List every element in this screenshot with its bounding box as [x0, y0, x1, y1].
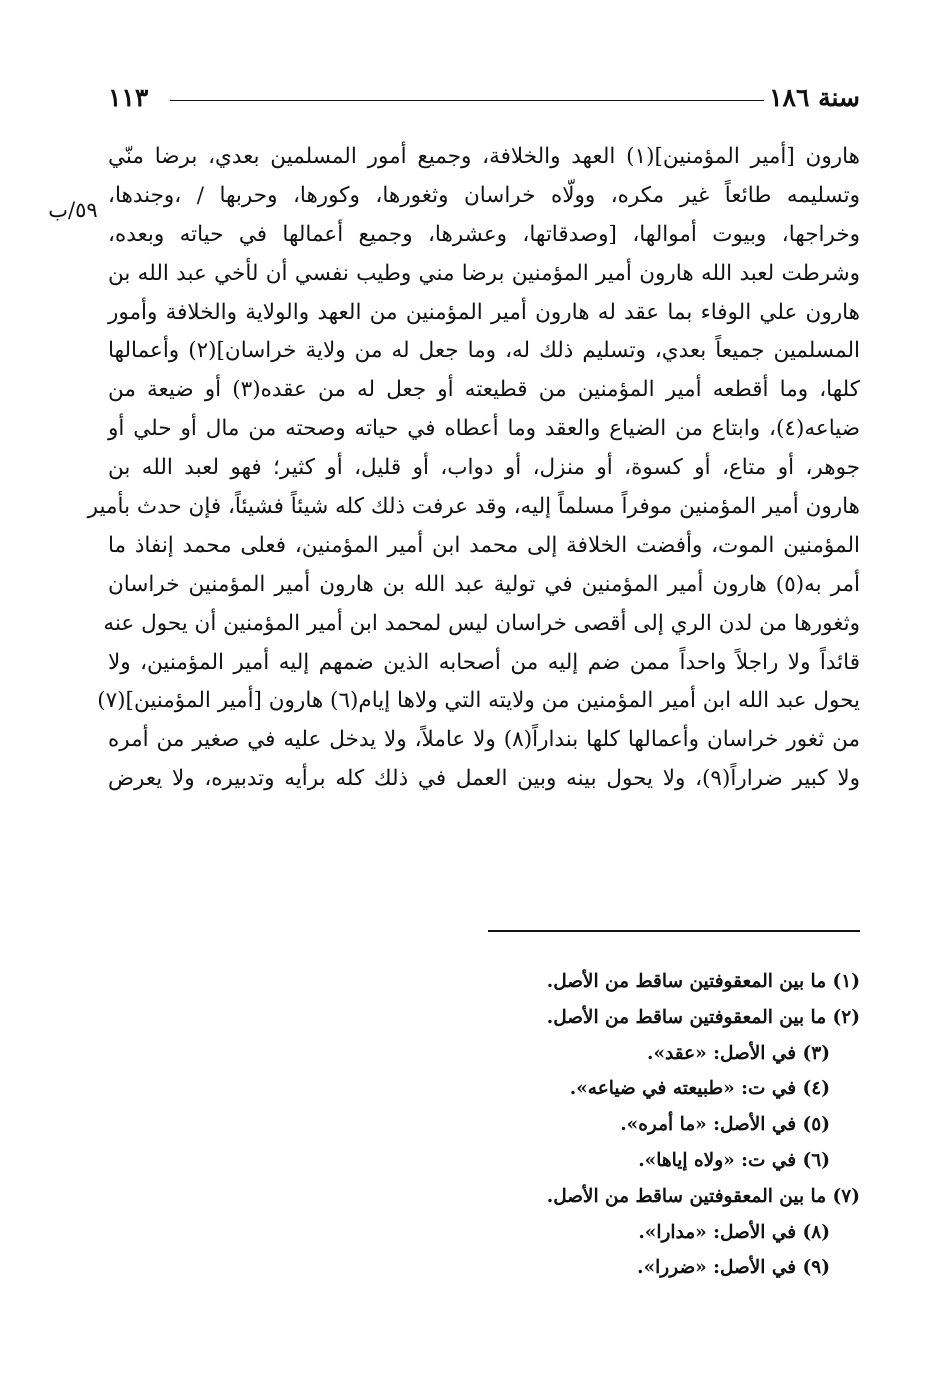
footnote: (٢) ما بين المعقوفتين ساقط من الأصل.: [546, 1006, 860, 1028]
text-line: قائداً ولا راجلاً واحداً ممن ضم إليه من أصحابه الذين ضمهم إليه أمير المؤمنين، ولا: [108, 649, 860, 675]
text-line: يحول عبد الله ابن أمير المؤمنين من ولايته التي ولاها إيام(٦) هارون [أمير المؤمنين](٧): [97, 688, 860, 714]
header-rule: [170, 100, 764, 101]
text-line: وتسليمه طائعاً غير مكره، وولّاه خراسان وثغورها، وكورها، وحربها / ،وجندها،: [108, 182, 860, 208]
text-line: هارون أمير المؤمنين موفراً مسلماً إليه، وقد عرفت ذلك كله شيئاً فشيئاً، فإن حدث بأمير: [87, 494, 860, 520]
page-header: [108, 80, 860, 120]
footnote: (٥) في الأصل: «ما أمره».: [620, 1114, 830, 1136]
text-line: وخراجها، وبيوت أموالها، [وصدقاتها، وعشرها، وجميع أعمالها في حياته وبعده،: [108, 221, 860, 247]
text-line: ولا كبير ضراراً(٩)، ولا يحول بينه وبين العمل في ذلك كله برأيه وتدبيره، ولا يعرض: [108, 766, 860, 792]
text-line: وثغورها من لدن الري إلى أقصى خراسان ليس لمحمد ابن أمير المؤمنين أن يحول عنه: [103, 610, 860, 636]
text-line: وشرطت لعبد الله هارون أمير المؤمنين برضا مني وطيب نفسي أن لأخي عبد الله بن: [108, 260, 860, 286]
running-head-year: سنة ١٨٦: [769, 83, 860, 112]
main-text: [87, 138, 860, 799]
footnote-separator: [488, 930, 860, 932]
text-line: هارون علي الوفاء بما عقد له هارون أمير المؤمنين من العهد والولاية والخلافة وأمور: [108, 299, 860, 325]
footnote: (٨) في الأصل: «مدارا».: [638, 1221, 830, 1243]
footnote: (٧) ما بين المعقوفتين ساقط من الأصل.: [546, 1185, 860, 1207]
text-line: المسلمين جميعاً بعدي، وتسليم ذلك له، وما جعل له من ولاية خراسان](٢) وأعمالها: [108, 338, 860, 364]
margin-folio-note: ٥٩/ب: [48, 198, 98, 222]
text-line: أمر به(٥) هارون أمير المؤمنين في تولية عبد الله بن هارون أمير المؤمنين خراسان: [108, 571, 860, 597]
text-line: كلها، وما أقطعه أمير المؤمنين من قطيعته أو جعل له من عقده(٣) أو ضيعة من: [108, 377, 860, 403]
footnote: (١) ما بين المعقوفتين ساقط من الأصل.: [546, 971, 860, 992]
footnotes: [440, 964, 860, 1286]
page-number: ١١٣: [108, 83, 149, 112]
text-line: ضياعه(٤)، وابتاع من الضياع والعقد وما أعطاه في حياته وصحته من مال أو حلي أو: [108, 416, 860, 442]
text-line: من ثغور خراسان وأعمالها كلها بنداراً(٨) ولا عاملاً، ولا يدخل عليه في صغير من أمره: [108, 727, 860, 753]
footnote: (٦) في ت: «ولاه إياها».: [638, 1149, 830, 1171]
footnote: (٤) في ت: «طبيعته في ضياعه».: [569, 1078, 830, 1100]
footnote: (٩) في الأصل: «ضررا».: [637, 1257, 830, 1279]
text-line: المؤمنين الموت، وأفضت الخلافة إلى محمد ابن أمير المؤمنين، فعلى محمد إنفاذ ما: [108, 532, 860, 558]
text-line: هارون [أمير المؤمنين](١) العهد والخلافة، وجميع أمور المسلمين بعدي، برضا منّي: [108, 144, 860, 169]
footnote: (٣) في الأصل: «عقد».: [647, 1042, 830, 1064]
text-line: جوهر، أو متاع، أو كسوة، أو منزل، أو دواب، أو قليل، أو كثير؛ فهو لعبد الله بن: [108, 455, 860, 481]
